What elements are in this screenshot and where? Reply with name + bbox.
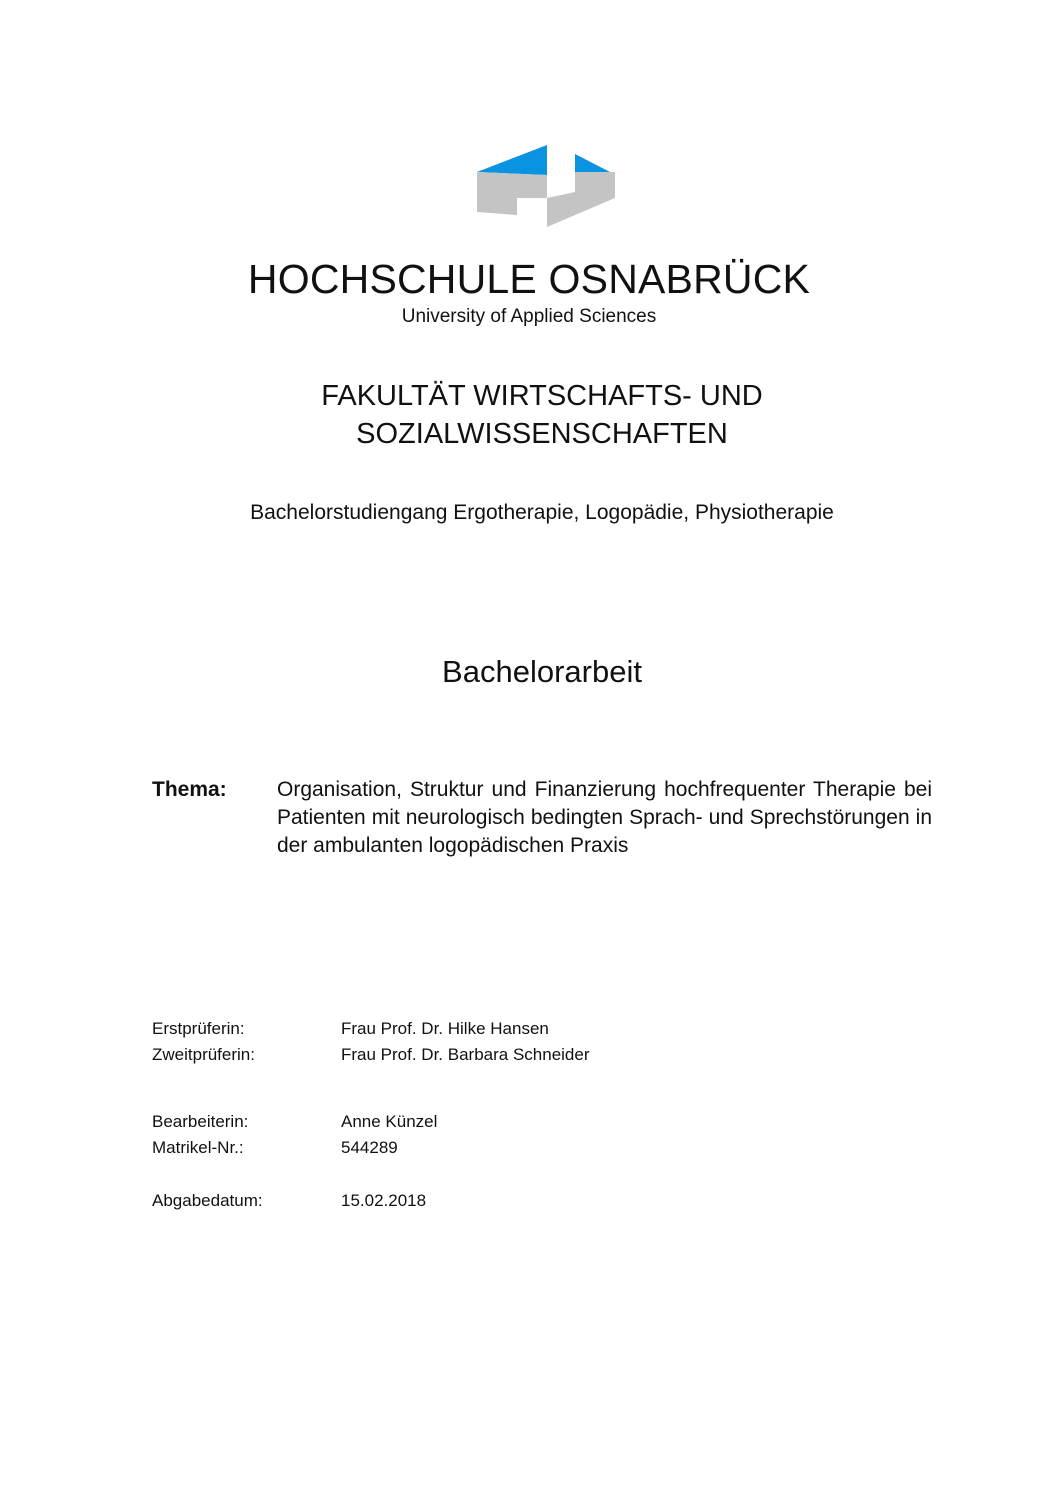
matrikel-label: Matrikel-Nr.: xyxy=(152,1138,244,1157)
university-name: HOCHSCHULE OSNABRÜCK xyxy=(247,256,811,302)
faculty-name xyxy=(0,377,1058,453)
author-row-matrikel xyxy=(152,1135,852,1161)
examiners-block xyxy=(152,1016,852,1068)
author-row-name xyxy=(152,1109,852,1135)
document-type: Bachelorarbeit xyxy=(442,654,642,689)
matrikel-value: 544289 xyxy=(341,1138,398,1157)
university-subtitle: University of Applied Sciences xyxy=(401,306,657,327)
examiner-1-label: Erstprüferin: xyxy=(152,1019,245,1038)
author-label: Bearbeiterin: xyxy=(152,1112,249,1131)
logo-left-grey-block xyxy=(477,172,547,215)
examiner-row-2 xyxy=(152,1042,852,1068)
author-block xyxy=(152,1109,852,1161)
faculty-line-2: SOZIALWISSENSCHAFTEN xyxy=(356,418,728,450)
study-program: Bachelorstudiengang Ergotherapie, Logopädie, Physiotherapie xyxy=(250,501,834,524)
logo-right-grey-block xyxy=(547,172,615,227)
university-logo xyxy=(470,140,625,235)
logo-left-blue-wedge xyxy=(477,145,547,175)
examiner-2-label: Zweitprüferin: xyxy=(152,1045,255,1064)
examiner-row-1 xyxy=(152,1016,852,1042)
thema-text: Organisation, Struktur und Finanzierung hochfrequenter Therapie bei Patienten mit neurologisch bedingten Sprach- und Sprechstörungen in der ambulanten logopädischen Praxis xyxy=(277,778,932,857)
examiner-2-value: Frau Prof. Dr. Barbara Schneider xyxy=(341,1045,590,1064)
faculty-line-1: FAKULTÄT WIRTSCHAFTS- UND xyxy=(321,380,763,412)
thema-label: Thema: xyxy=(152,778,227,801)
examiner-1-value: Frau Prof. Dr. Hilke Hansen xyxy=(341,1019,549,1038)
submission-block xyxy=(152,1188,852,1214)
submission-label: Abgabedatum: xyxy=(152,1191,263,1210)
logo-right-blue-wedge xyxy=(575,154,610,172)
author-value: Anne Künzel xyxy=(341,1112,438,1131)
submission-value: 15.02.2018 xyxy=(341,1191,427,1210)
submission-row xyxy=(152,1188,852,1214)
